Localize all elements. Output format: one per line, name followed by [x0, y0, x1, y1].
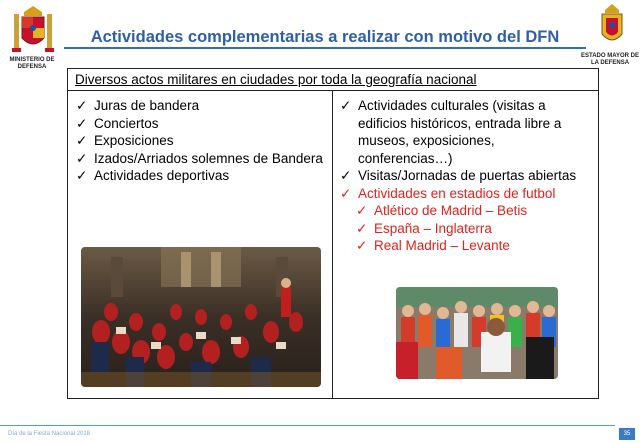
estado-mayor-logo [597, 4, 627, 48]
list-item: ✓ Exposiciones [76, 133, 174, 148]
list-item: ✓ España – Inglaterra [356, 220, 492, 236]
check-icon: ✓ [340, 185, 352, 201]
list-item: ✓ Actividades deportivas [76, 168, 230, 183]
check-icon: ✓ [356, 220, 368, 236]
list-item: ✓ Atlético de Madrid – Betis [356, 203, 528, 218]
footer-rule [0, 425, 615, 426]
footer-text: Día de la Fiesta Nacional 2018 [8, 431, 91, 437]
list-item: ✓ Actividades culturales (visitas a edificios históricos, entrada libre a museos, exposiciones, conferencias…) [340, 98, 562, 166]
check-icon: ✓ [340, 168, 352, 183]
check-icon: ✓ [356, 203, 368, 218]
list-item: ✓ Actividades en estadios de futbol [340, 185, 556, 201]
column-divider [332, 91, 333, 399]
table-heading: Diversos actos militares en ciudades por toda la geografía nacional [68, 69, 598, 91]
check-icon: ✓ [76, 133, 88, 148]
page-number: 35 [619, 428, 635, 440]
check-icon: ✓ [76, 98, 88, 113]
concert-photo [81, 247, 321, 387]
logo-left-caption: MINISTERIO DE DEFENSA [9, 57, 55, 70]
race-photo [396, 287, 558, 379]
right-activity-list [340, 97, 592, 255]
list-item: ✓ Conciertos [76, 115, 159, 131]
list-item: ✓ Visitas/Jornadas de puertas abiertas [340, 168, 577, 183]
check-icon: ✓ [76, 115, 88, 131]
page-title: Actividades complementarias a realizar con motivo del DFN [90, 28, 560, 46]
content-table [67, 68, 599, 399]
check-icon: ✓ [76, 150, 88, 166]
title-underline [64, 47, 586, 49]
list-item: ✓ Juras de bandera [76, 98, 200, 113]
check-icon: ✓ [356, 238, 368, 253]
check-icon: ✓ [340, 98, 352, 113]
list-item: ✓ Real Madrid – Levante [356, 238, 510, 253]
check-icon: ✓ [76, 168, 88, 183]
logo-right-caption: ESTADO MAYOR DE LA DEFENSA [580, 53, 639, 66]
left-activity-list [76, 97, 326, 185]
list-item: ✓ Izados/Arriados solemnes de Bandera [76, 150, 323, 166]
